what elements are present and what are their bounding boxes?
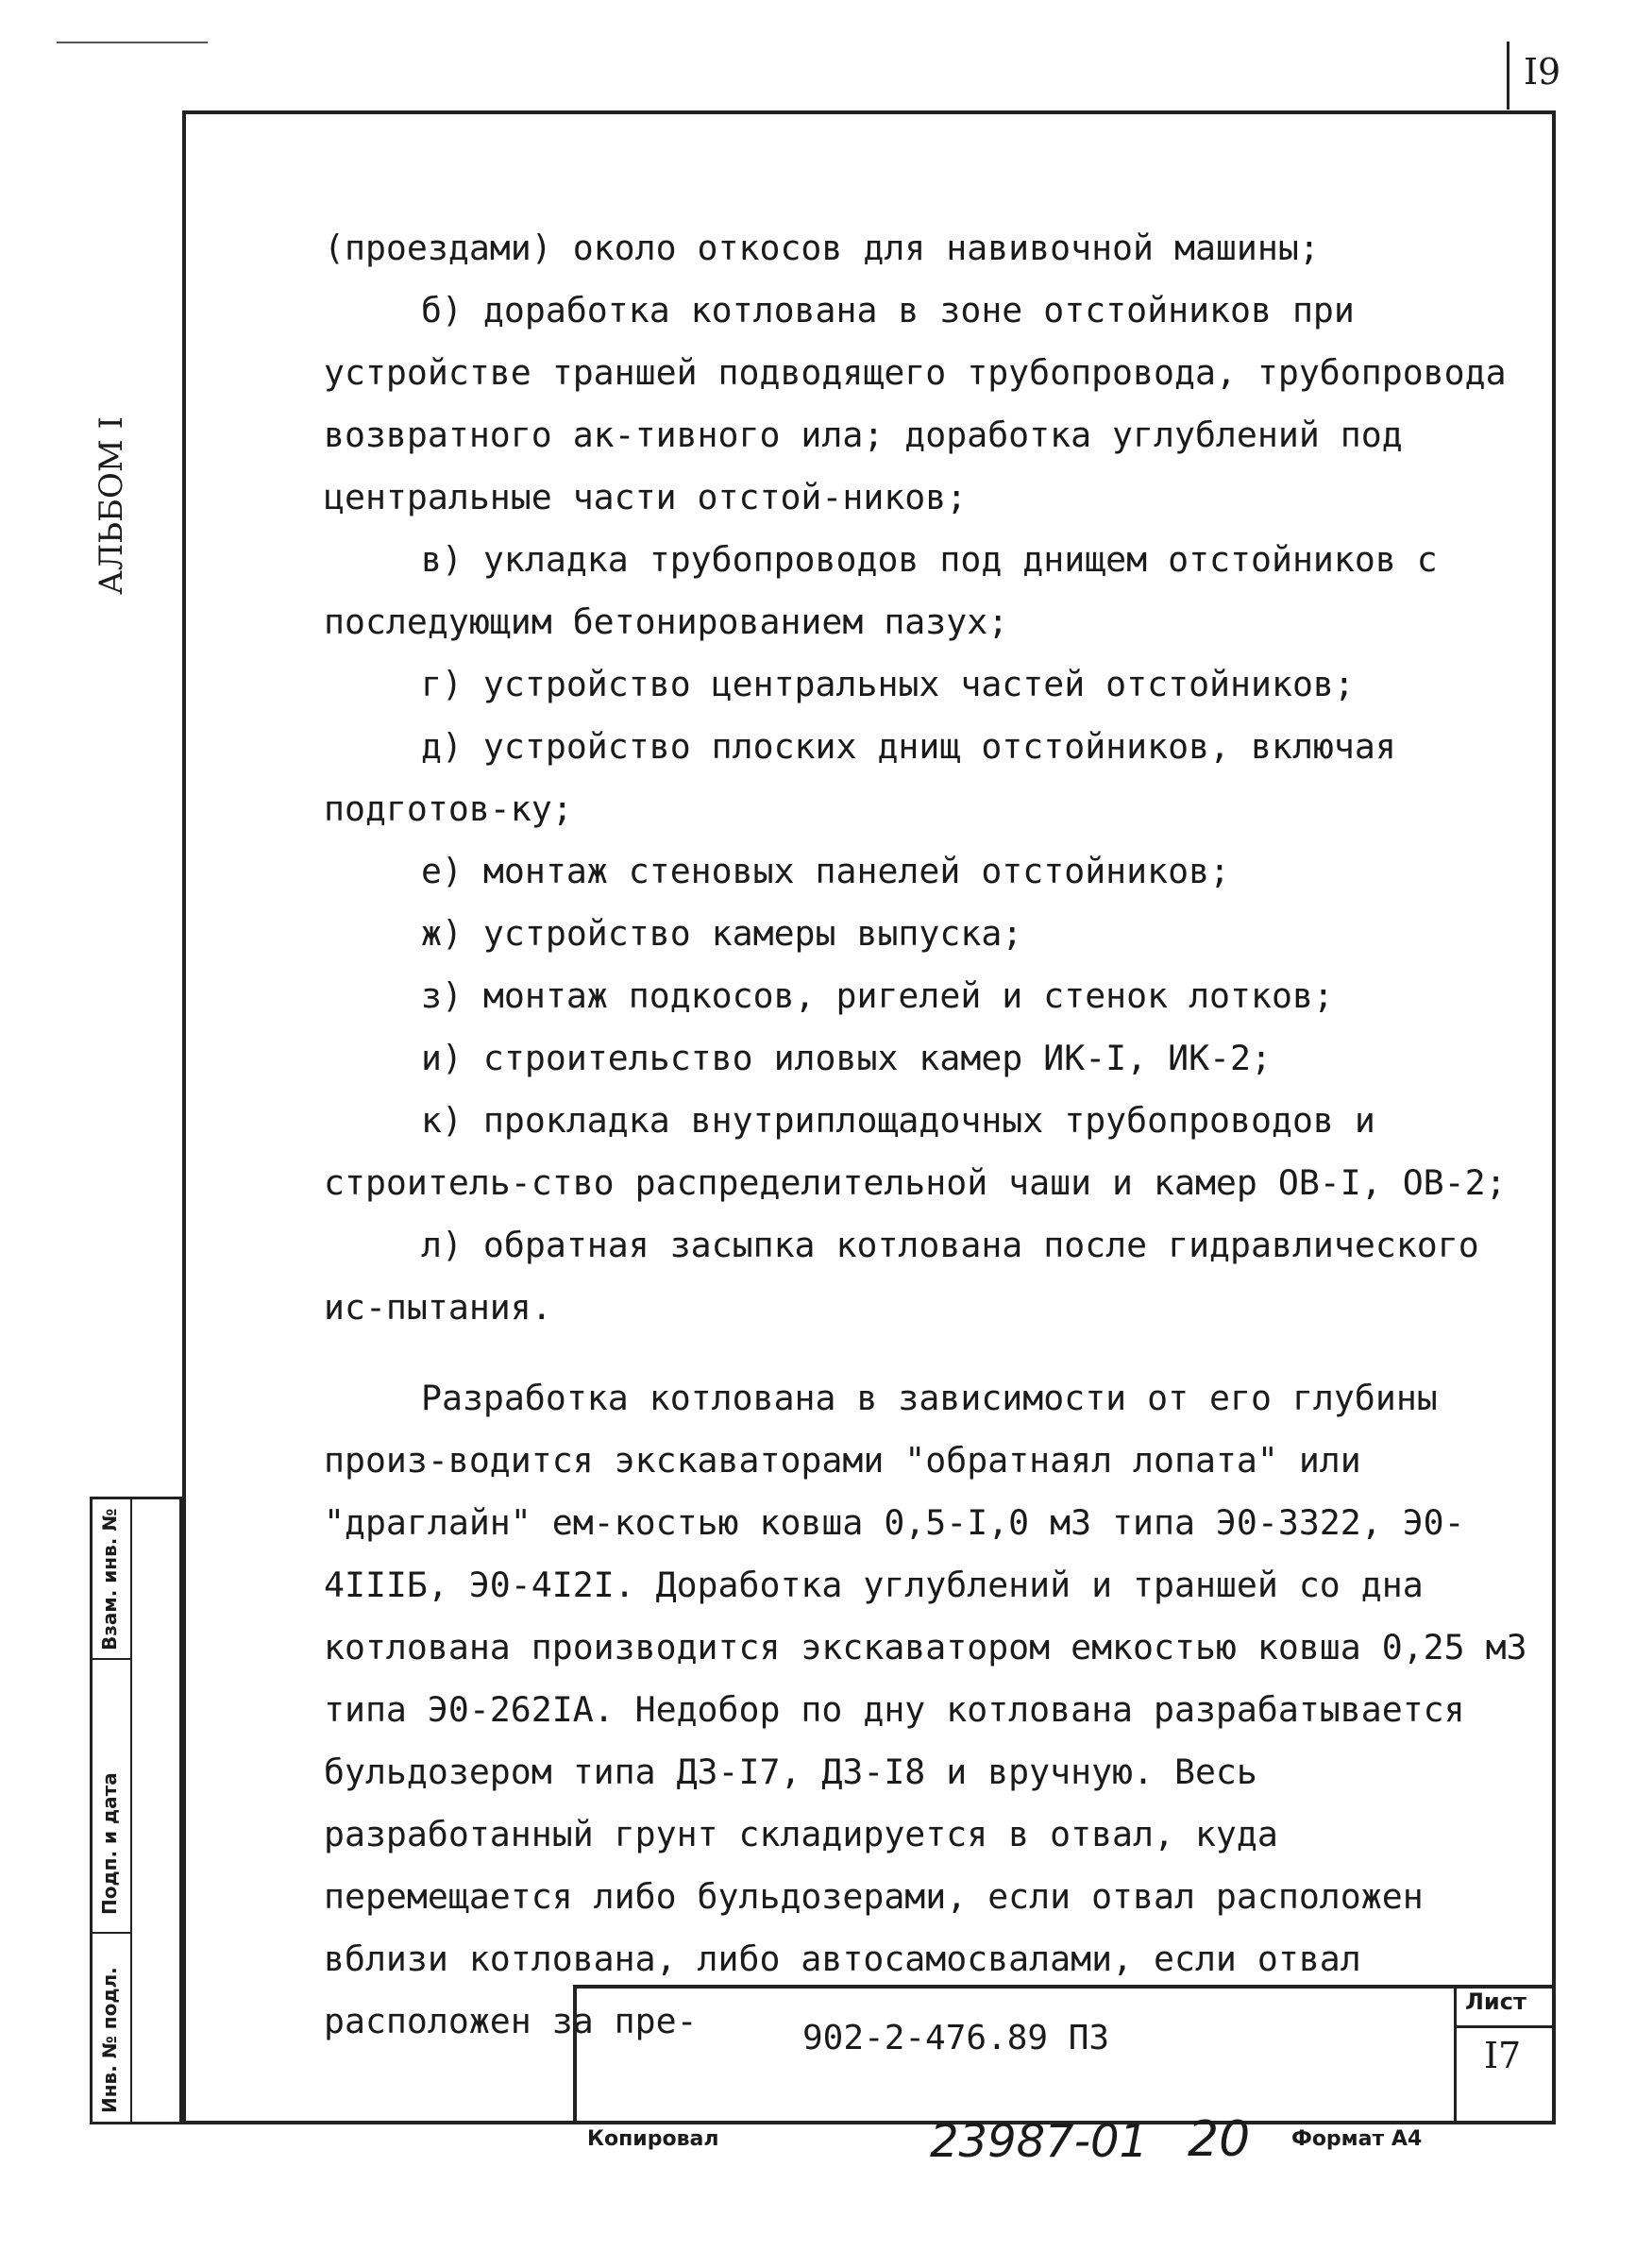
footer-format: Формат А4 (1291, 2127, 1423, 2151)
list-item: л) обратная засыпка котлована после гидравлического ис-пытания. (324, 1225, 1479, 1328)
sheet-box-divider (1454, 2025, 1556, 2028)
stamp-label-inventory: Инв. № подл. (98, 1967, 121, 2113)
top-rule (57, 42, 208, 43)
side-stamp (90, 1497, 182, 2124)
footer-copied: Копировал (587, 2127, 719, 2151)
list-item: б) доработка котлована в зоне отстойников при устройстве траншей подводящего трубопровода, трубопровода возвратного ак-тивного ила; доработка углублений под центральные части отстой-ников; (324, 290, 1507, 517)
stamp-cell-2 (93, 1660, 132, 1934)
stamp-cell-1 (93, 1499, 132, 1660)
list-item: д) устройство плоских днищ отстойников, включая подготов-ку; (324, 726, 1396, 829)
list-item: з) монтаж подкосов, ригелей и стенок лотков; (421, 975, 1334, 1016)
footer-number: 23987-01 (930, 2115, 1149, 2168)
body-text (324, 217, 1532, 2053)
list-item: ж) устройство камеры выпуска; (421, 913, 1023, 954)
list-item: г) устройство центральных частей отстойников; (421, 664, 1355, 704)
stamp-label-replacement: Взам. инв. № (98, 1508, 121, 1650)
stamp-cell-3 (93, 1934, 132, 2122)
paragraph: Разработка котлована в зависимости от его глубины произ-водится экскаваторами "обратнаял лопата" или "драглайн" ем-костью ковша 0,5-I,0 м3 типа Э0-3322, Э0-4IIIБ, Э0-4I2I. Доработка углублений и траншей со дна котлована производится экскаватором емкостью ковша 0,25 м3 типа Э0-262IА. Недобор по дну котлована разрабатывается бульдозером типа ДЗ-I7, ДЗ-I8 и вручную. Весь разработанный грунт складируется в отвал, куда перемещается либо бульдозерами, если отвал расположен вблизи котлована, либо автосамосвалами, если отвал расположен за пре- (324, 1378, 1527, 2041)
list-item: и) строительство иловых камер ИК-I, ИК-2; (421, 1038, 1272, 1078)
footer-copies: 20 (1188, 2111, 1251, 2168)
sheet-label: Лист (1465, 1989, 1526, 2015)
sheet-number: I9 (1524, 51, 1561, 93)
paragraph: (проездами) около откосов для навивочной машины; (324, 228, 1320, 268)
stamp-label-signature: Подп. и дата (98, 1772, 121, 1915)
list-item: к) прокладка внутриплощадочных трубопроводов и строитель-ство распределительной чаши и камер ОВ-I, ОВ-2; (324, 1100, 1507, 1203)
album-label: АЛЬБОМ I (93, 416, 130, 595)
sheet-value: I7 (1484, 2035, 1522, 2076)
list-item: е) монтаж стеновых панелей отстойников; (421, 851, 1231, 891)
list-item: в) укладка трубопроводов под днищем отстойников с последующим бетонированием пазух; (324, 539, 1438, 642)
document-code: 902-2-476.89 ПЗ (802, 2019, 1110, 2057)
album-label-wrap (93, 397, 140, 604)
